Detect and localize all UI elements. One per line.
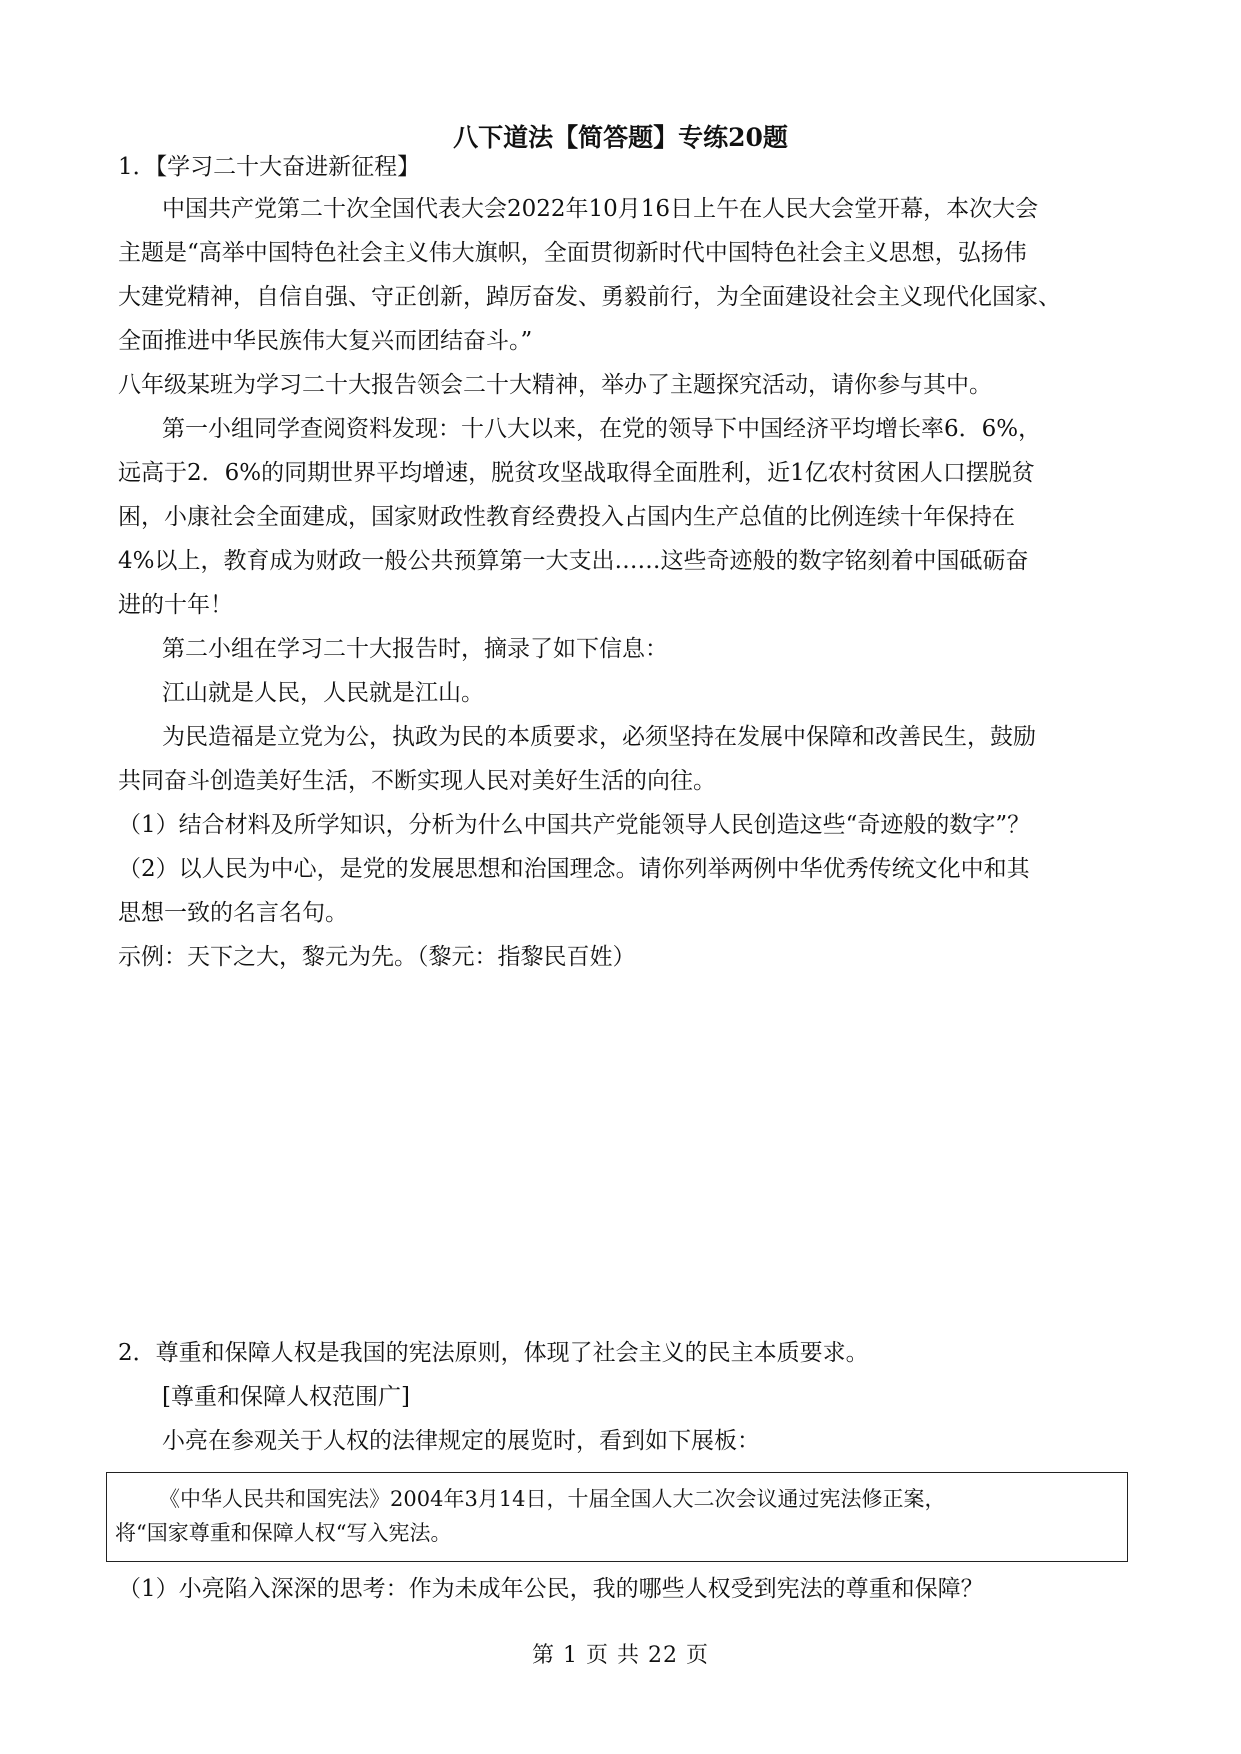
- document-title: 八下道法【简答题】专练20题: [453, 123, 788, 152]
- q1-paragraph-line: 全面推进中华民族伟大复兴而团结奋斗。”: [118, 328, 533, 354]
- q1-group1-line: 困，小康社会全面建成，国家财政性教育经费投入占国内生产总值的比例连续十年保持在: [118, 504, 1015, 530]
- q2-intro: 小亮在参观关于人权的法律规定的展览时，看到如下展板：: [162, 1428, 760, 1454]
- q2-section-label: [尊重和保障人权范围广]: [162, 1384, 410, 1410]
- q1-subquestion-1: （1）结合材料及所学知识，分析为什么中国共产党能领导人民创造这些“奇迹般的数字”？: [118, 812, 1031, 838]
- q1-heading: 1．【学习二十大奋进新征程】: [118, 154, 421, 180]
- q1-subquestion-2: 思想一致的名言名句。: [118, 900, 348, 926]
- q2-subquestion-1: （1）小亮陷入深深的思考：作为未成年公民，我的哪些人权受到宪法的尊重和保障？: [118, 1576, 984, 1602]
- q1-report-line: 为民造福是立党为公，执政为民的本质要求，必须坚持在发展中保障和改善民生，鼓励: [162, 724, 1036, 750]
- q1-paragraph-line: 主题是“高举中国特色社会主义伟大旗帜，全面贯彻新时代中国特色社会主义思想，弘扬伟: [118, 240, 1027, 266]
- q1-paragraph-line: 中国共产党第二十次全国代表大会2022年10月16日上午在人民大会堂开幕，本次大会: [162, 196, 1039, 222]
- q1-quote: 江山就是人民，人民就是江山。: [162, 680, 484, 706]
- exhibit-board-line: 《中华人民共和国宪法》2004年3月14日，十届全国人大二次会议通过宪法修正案，: [159, 1487, 946, 1511]
- q1-group2-intro: 第二小组在学习二十大报告时，摘录了如下信息：: [162, 636, 668, 662]
- q2-heading: 2．尊重和保障人权是我国的宪法原则，体现了社会主义的民主本质要求。: [118, 1340, 869, 1366]
- page-footer: 第 1 页 共 22 页: [532, 1643, 709, 1668]
- q1-group1-line: 进的十年！: [118, 592, 233, 618]
- q1-subquestion-2: （2）以人民为中心，是党的发展思想和治国理念。请你列举两例中华优秀传统文化中和其: [118, 856, 1030, 882]
- q1-example: 示例：天下之大，黎元为先。（黎元：指黎民百姓）: [118, 944, 636, 970]
- exhibit-board-box: [106, 1472, 1128, 1562]
- q1-paragraph-line: 大建党精神，自信自强、守正创新，踔厉奋发、勇毅前行，为全面建设社会主义现代化国家、: [118, 284, 1061, 310]
- q1-group1-line: 远高于2．6%的同期世界平均增速，脱贫攻坚战取得全面胜利，近1亿农村贫困人口摆脱贫: [118, 460, 1035, 486]
- q1-report-line: 共同奋斗创造美好生活，不断实现人民对美好生活的向往。: [118, 768, 716, 794]
- q1-group1-line: 4%以上，教育成为财政一般公共预算第一大支出……这些奇迹般的数字铭刻着中国砥砺奋: [118, 548, 1029, 574]
- q1-group1-line: 第一小组同学查阅资料发现：十八大以来，在党的领导下中国经济平均增长率6．6%，: [162, 416, 1042, 442]
- exhibit-board-line: 将“国家尊重和保障人权“写入宪法。: [115, 1521, 452, 1545]
- q1-activity-intro: 八年级某班为学习二十大报告领会二十大精神，举办了主题探究活动，请你参与其中。: [118, 372, 992, 398]
